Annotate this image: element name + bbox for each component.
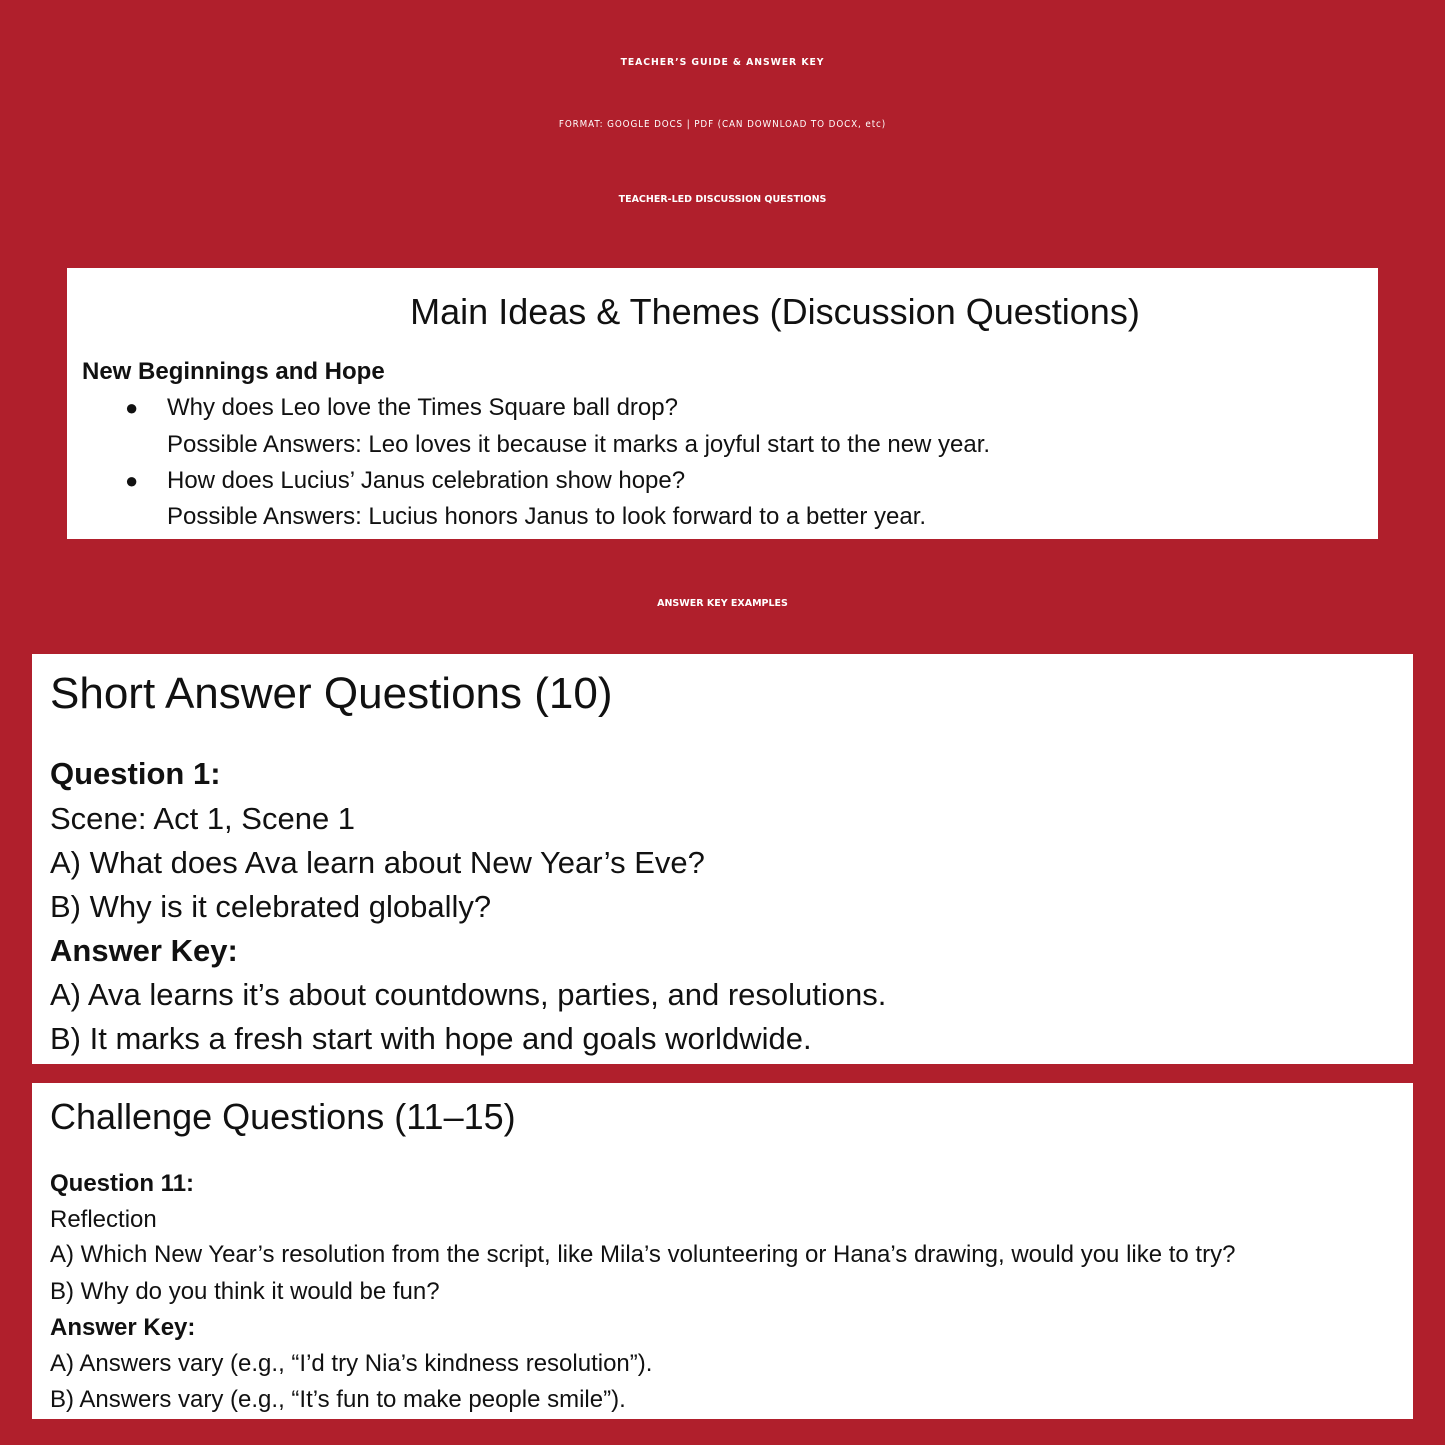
answer-b: B) It marks a fresh start with hope and goals worldwide. xyxy=(50,1021,812,1056)
question-a: A) Which New Year’s resolution from the script, like Mila’s volunteering or Hana’s drawing, would you like to try? xyxy=(50,1241,1236,1268)
question-a: A) What does Ava learn about New Year’s Eve? xyxy=(50,845,705,880)
answer-b: B) Answers vary (e.g., “It’s fun to make people smile”). xyxy=(50,1386,626,1413)
challenge-panel xyxy=(32,1083,1413,1419)
question-label: Question 11: xyxy=(50,1170,195,1197)
answer-a: A) Answers vary (e.g., “I’d try Nia’s kindness resolution”). xyxy=(50,1350,653,1377)
discussion-heading: Main Ideas & Themes (Discussion Questions) xyxy=(410,291,1140,332)
challenge-heading: Challenge Questions (11–15) xyxy=(50,1096,516,1137)
answer-key-label: Answer Key: xyxy=(50,1314,196,1341)
page-title: TEACHER’S GUIDE & ANSWER KEY xyxy=(620,57,825,68)
category-line: Reflection xyxy=(50,1206,157,1233)
question-label: Question 1: xyxy=(50,756,221,791)
discussion-subheading: New Beginnings and Hope xyxy=(82,358,385,385)
discussion-section-title: TEACHER-LED DISCUSSION QUESTIONS xyxy=(618,194,827,205)
answer-a: A) Ava learns it’s about countdowns, parties, and resolutions. xyxy=(50,977,887,1012)
bullet-icon: ● xyxy=(125,468,139,493)
format-line: FORMAT: GOOGLE DOCS | PDF (CAN DOWNLOAD TO DOCX, etc) xyxy=(558,119,887,130)
discussion-question: Why does Leo love the Times Square ball drop? xyxy=(167,394,678,421)
question-b: B) Why is it celebrated globally? xyxy=(50,889,492,924)
short-answer-heading: Short Answer Questions (10) xyxy=(50,669,613,718)
discussion-panel xyxy=(67,268,1378,539)
bullet-icon: ● xyxy=(125,395,139,420)
discussion-question: How does Lucius’ Janus celebration show hope? xyxy=(167,467,686,494)
short-answer-panel xyxy=(32,654,1413,1064)
answer-key-section-title: ANSWER KEY EXAMPLES xyxy=(657,598,788,609)
scene-line: Scene: Act 1, Scene 1 xyxy=(50,801,356,836)
question-b: B) Why do you think it would be fun? xyxy=(50,1278,440,1305)
discussion-answer: Possible Answers: Leo loves it because it marks a joyful start to the new year. xyxy=(167,431,991,458)
answer-key-label: Answer Key: xyxy=(50,933,238,968)
discussion-answer: Possible Answers: Lucius honors Janus to look forward to a better year. xyxy=(167,503,927,530)
